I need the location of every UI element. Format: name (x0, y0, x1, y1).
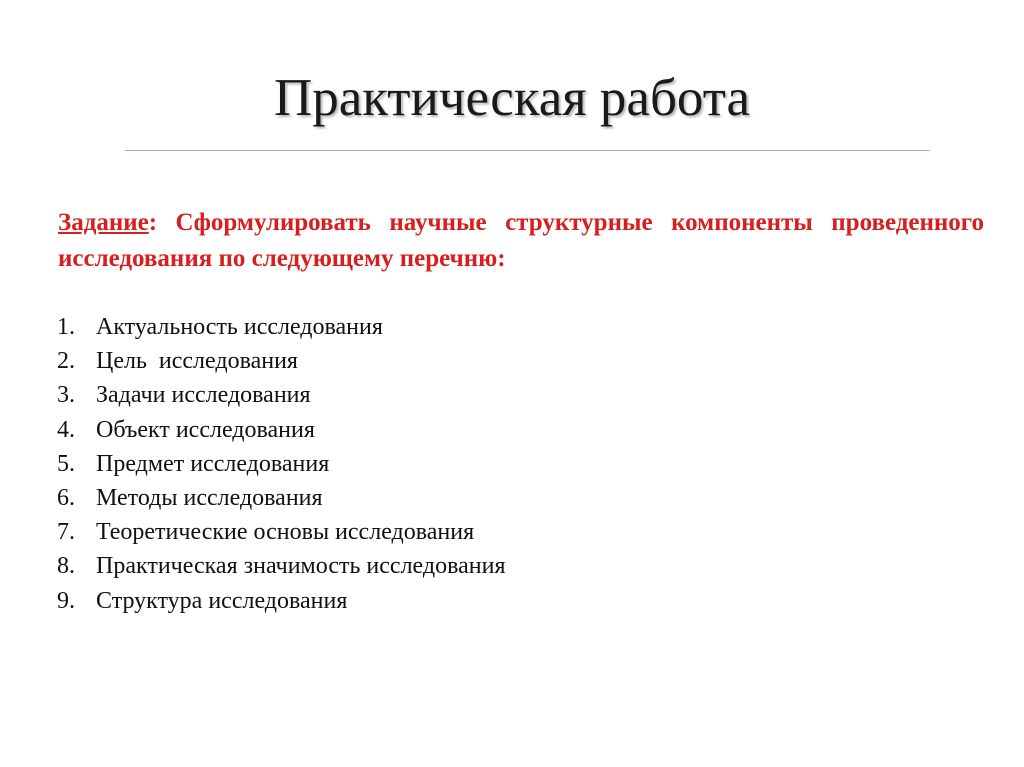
list-item-number: 4. (57, 416, 75, 443)
list-item-number: 9. (57, 587, 75, 614)
title-divider (125, 150, 930, 151)
list-item (57, 310, 506, 344)
list-item-number: 2. (57, 348, 75, 375)
slide-title: Практическая работа (273, 69, 751, 127)
list-item-text: Задачи исследования (96, 382, 311, 409)
list-item-text: Структура исследования (96, 587, 348, 614)
task-label: Задание (58, 209, 149, 236)
list-item-number: 3. (57, 382, 75, 409)
task-colon: : (148, 209, 158, 236)
list-item-text: Предмет исследования (96, 450, 330, 477)
list-item-text: Практическая значимость исследования (96, 553, 506, 580)
list-item (57, 515, 506, 549)
list-item (57, 549, 506, 583)
list-item-number: 6. (57, 485, 75, 512)
list-item (57, 344, 506, 378)
task-text: Сформулировать научные структурные компоненты проведенного исследования по следующему перечню: (58, 209, 985, 272)
list-item (57, 481, 506, 515)
list-item (57, 447, 506, 481)
list-item-text: Объект исследования (96, 416, 315, 443)
list-item-number: 5. (57, 450, 75, 477)
list-item-number: 7. (57, 519, 75, 546)
components-list (57, 310, 506, 618)
list-item-text: Актуальность исследования (96, 314, 383, 340)
list-item-number: 8. (57, 553, 75, 580)
list-item-text: Цель исследования (96, 348, 298, 375)
list-item (57, 584, 506, 618)
task-paragraph (58, 205, 984, 277)
list-item-number: 1. (57, 314, 75, 340)
list-item (57, 413, 506, 447)
list-item-text: Методы исследования (96, 485, 323, 512)
list-item (57, 378, 506, 412)
list-item-text: Теоретические основы исследования (96, 519, 475, 546)
